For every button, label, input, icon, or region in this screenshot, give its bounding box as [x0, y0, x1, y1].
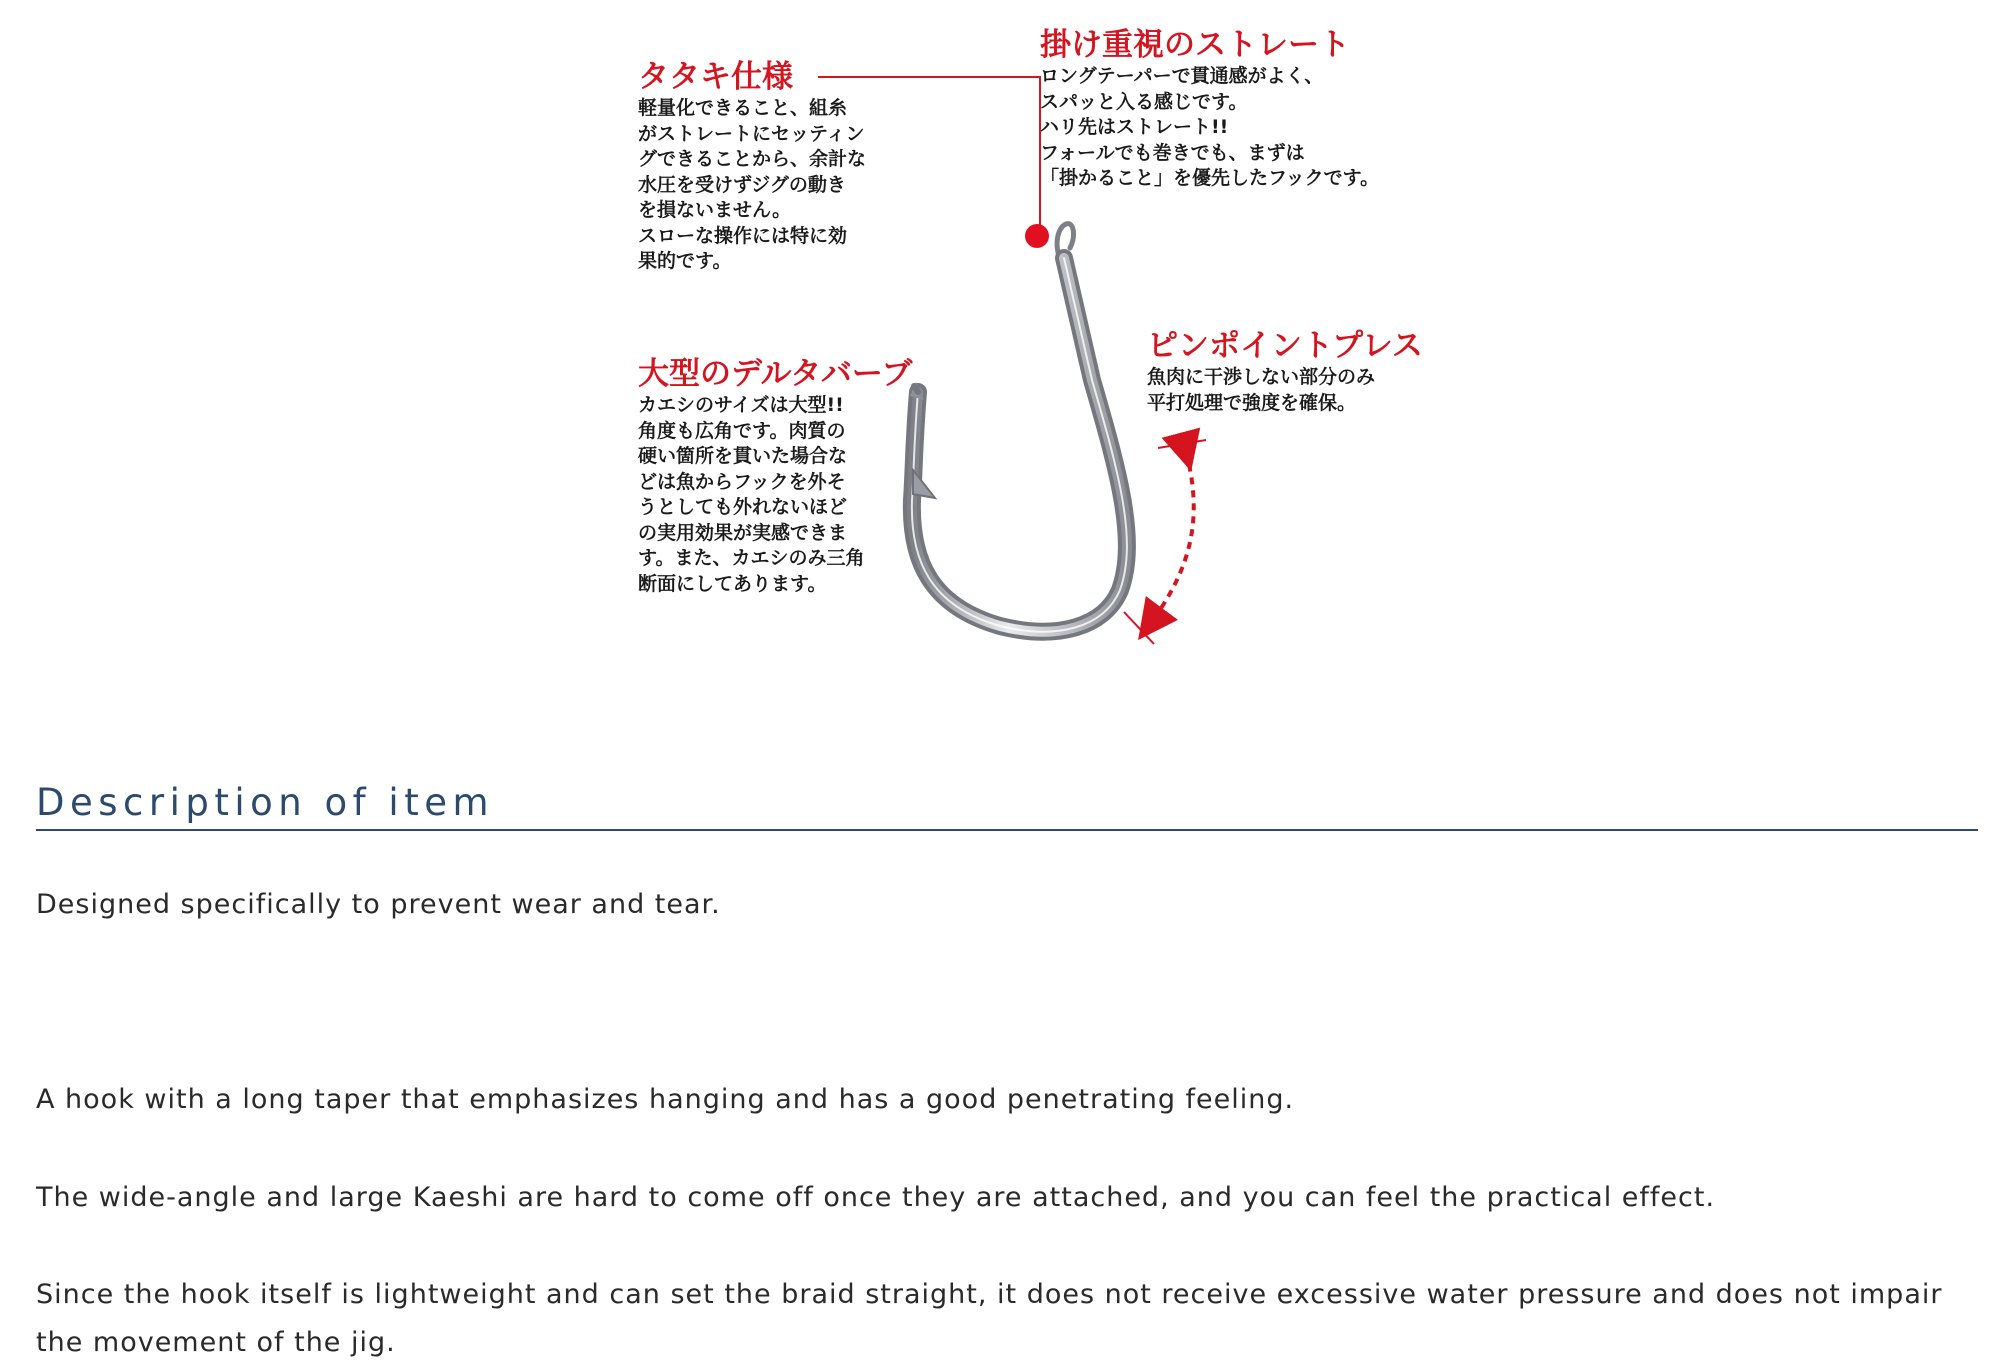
description-paragraph: The wide-angle and large Kaeshi are hard to come off once they are attached, and you can feel the practical effect. — [36, 1182, 1716, 1213]
callout-title: ピンポイントプレス — [1147, 328, 1423, 364]
description-paragraph: A hook with a long taper that emphasizes hanging and has a good penetrating feeling. — [36, 1084, 1295, 1115]
callout-text-line: 魚肉に干渉しない部分のみ — [1147, 366, 1376, 388]
callout-pinpoint-press — [1147, 327, 1423, 416]
description-paragraph: Since the hook itself is lightweight and can set the braid straight, it does not receive excessive water pressure and does not impair the movement of the jig. — [36, 1279, 1943, 1358]
callout-text-line: 「掛かること」を優先したフックです。 — [1040, 167, 1380, 189]
callout-title: 大型のデルタバーブ — [638, 356, 913, 392]
section-heading: Description of item — [36, 781, 495, 824]
delta-barb — [913, 470, 935, 498]
callout-title: 掛け重視のストレート — [1040, 27, 1350, 63]
callout-text-line: スパッと入る感じです。 — [1040, 90, 1248, 113]
callout-text-line: がストレートにセッティン — [638, 122, 865, 145]
hook-feature-diagram — [0, 0, 2000, 680]
red-dot-marker — [1025, 224, 1049, 248]
callout-straight-point — [1040, 26, 1379, 192]
callout-text-line: カエシのサイズは大型!! — [638, 394, 844, 416]
hook-illustration — [0, 0, 2000, 680]
callout-delta-barb — [638, 355, 912, 597]
callout-text-line: 水圧を受けずジグの動き — [638, 173, 846, 196]
callout-text-line: スローな操作には特に効 — [638, 224, 848, 247]
callout-text-line: フォールでも巻きでも、まずは — [1040, 141, 1305, 164]
callout-text-line: 断面にしてあります。 — [638, 572, 827, 595]
callout-text-line: うとしても外れないほど — [638, 496, 848, 518]
callout-text-line: を損ないません。 — [638, 199, 792, 221]
description-paragraph: Designed specifically to prevent wear and tear. — [36, 889, 721, 920]
hook-body — [912, 258, 1127, 632]
callout-text-line: 平打処理で強度を確保。 — [1147, 391, 1357, 414]
callout-text-line: 軽量化できること、組糸 — [638, 97, 848, 119]
callout-text-line: の実用効果が実感できま — [638, 521, 848, 544]
callout-title: タタキ仕様 — [638, 59, 793, 95]
callout-text-line: グできることから、余計な — [638, 148, 867, 170]
callout-text-line: どは魚からフックを外そ — [638, 470, 846, 493]
callout-text-line: 硬い箇所を貫いた場合な — [638, 445, 848, 467]
press-tick-bottom — [1124, 612, 1154, 644]
press-range-arrow — [1150, 452, 1194, 624]
callout-text-line: ロングテーパーで貫通感がよく、 — [1040, 65, 1324, 87]
callout-text-line: ハリ先はストレート!! — [1040, 116, 1229, 138]
callout-text-line: す。また、カエシのみ三角 — [638, 547, 865, 569]
section-divider — [36, 829, 1978, 831]
callout-text-line: 角度も広角です。肉質の — [638, 419, 846, 442]
callout-text-line: 果的です。 — [638, 250, 732, 272]
press-tick-top — [1158, 440, 1206, 448]
callout-tataki — [638, 58, 866, 275]
